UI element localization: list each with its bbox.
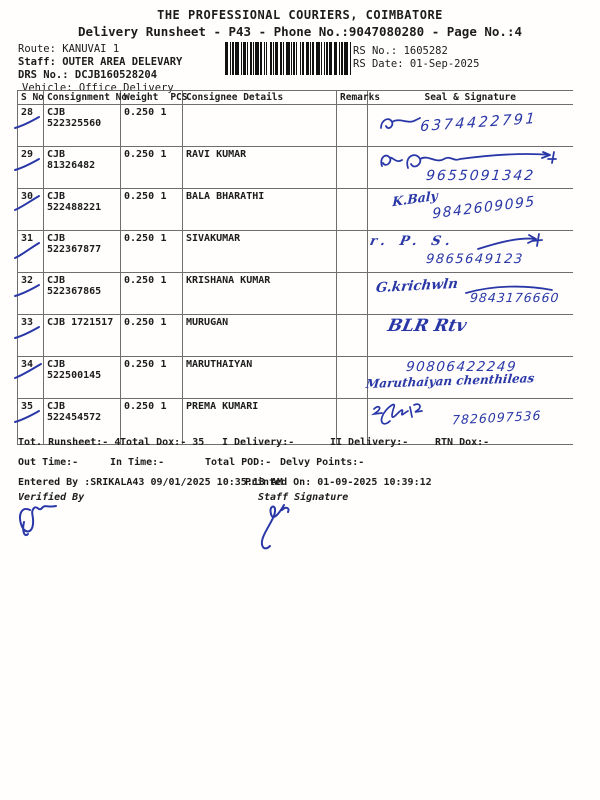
sno-cell: [18, 273, 44, 315]
consignee-cell: MURUGAN: [183, 315, 337, 357]
pcs-cell: 1: [158, 273, 183, 315]
consignment-cell: CJB 522367865: [44, 273, 121, 315]
sno-cell: [18, 357, 44, 399]
signature-phone: 9843176660: [469, 290, 561, 305]
sno-value: 34: [21, 359, 34, 370]
consignment-cell: CJB 522454572: [44, 399, 121, 445]
col-header-consignment: Consignment No: [44, 91, 121, 105]
seal-signature-cell: [368, 189, 573, 231]
table-row: [18, 315, 573, 357]
consignee-cell: [183, 105, 337, 147]
route-line: Route: KANUVAI 1: [18, 43, 120, 55]
signature-phone: 9655091342: [425, 168, 536, 184]
printed-on-line: Printed On: 01-09-2025 10:39:12: [245, 477, 432, 488]
signature-phone: 90806422249: [405, 359, 518, 375]
consignment-cell: CJB 522367877: [44, 231, 121, 273]
col-header-consignee: Consignee Details: [183, 91, 337, 105]
remarks-cell: [337, 147, 368, 189]
sno-cell: [18, 315, 44, 357]
total-runsheet: Tot. Runsheet:- 4: [18, 437, 121, 448]
remarks-cell: [337, 105, 368, 147]
pcs-cell: 1: [158, 189, 183, 231]
pcs-cell: 1: [158, 357, 183, 399]
col-header-sno: S No: [18, 91, 44, 105]
staff-line: Staff: OUTER AREA DELEVARY: [18, 56, 183, 68]
staff-signature-scrawl: [256, 502, 296, 552]
total-dox: Total Dox:- 35: [120, 437, 205, 448]
sno-cell: [18, 189, 44, 231]
in-time: In Time:-: [110, 457, 165, 468]
table-row: [18, 273, 573, 315]
consignment-cell: CJB 522325560: [44, 105, 121, 147]
weight-cell: 0.250: [121, 357, 158, 399]
signature-phone: 9842609095: [432, 193, 536, 223]
col-header-seal: Seal & Signature: [368, 91, 573, 105]
runsheet-table: [17, 90, 573, 445]
delivered-tick-mark: [14, 326, 40, 339]
seal-signature-cell: [368, 315, 573, 357]
drs-no-line: DRS No.: DCJB160528204: [18, 69, 158, 81]
sno-value: 30: [21, 191, 34, 202]
delivered-tick-mark: [14, 363, 42, 379]
sno-value: 32: [21, 275, 34, 286]
signature-name: r. P. S.: [368, 234, 457, 249]
table-row: [18, 231, 573, 273]
table-row: [18, 189, 573, 231]
consignment-cell: CJB 522500145: [44, 357, 121, 399]
seal-signature-cell: [368, 231, 573, 273]
weight-cell: 0.250: [121, 105, 158, 147]
remarks-cell: [337, 315, 368, 357]
delivered-tick-mark: [14, 242, 40, 259]
rtn-dox: RTN Dox:-: [435, 437, 490, 448]
runsheet-subtitle: Delivery Runsheet - P43 - Phone No.:9047080280 - Page No.:4: [77, 24, 522, 39]
delvy-points: Delvy Points:-: [280, 457, 365, 468]
pcs-cell: 1: [158, 105, 183, 147]
remarks-cell: [337, 231, 368, 273]
sno-value: 33: [21, 317, 34, 328]
col-header-weight: Weight: [124, 92, 159, 103]
weight-cell: 0.250: [121, 189, 158, 231]
weight-cell: 0.250: [121, 273, 158, 315]
sno-value: 31: [21, 233, 34, 244]
staff-signature-label: Staff Signature: [258, 492, 349, 503]
entered-by-line: Entered By :SRIKALA43 09/01/2025 10:35:13 AM: [18, 477, 283, 488]
remarks-cell: [337, 273, 368, 315]
remarks-cell: [337, 189, 368, 231]
sno-value: 29: [21, 149, 34, 160]
delivered-tick-mark: [14, 158, 40, 171]
seal-signature-cell: [368, 273, 573, 315]
signature-name: G.krichwln: [375, 275, 459, 297]
sno-cell: [18, 105, 44, 147]
consignee-cell: RAVI KUMAR: [183, 147, 337, 189]
consignment-cell: CJB 522488221: [44, 189, 121, 231]
weight-cell: 0.250: [121, 399, 158, 445]
vehicle-line: Vehicle: Office Delivery: [22, 82, 174, 94]
verified-by-signature-scrawl: [16, 498, 68, 542]
col-header-remarks: Remarks: [337, 91, 368, 105]
delivered-tick-mark: [14, 195, 40, 211]
company-title: THE PROFESSIONAL COURIERS, COIMBATORE: [157, 8, 443, 22]
signature-name: BLR Rtv: [385, 316, 469, 336]
signature-scrawl: [370, 399, 456, 429]
sno-cell: [18, 231, 44, 273]
first-delivery: I Delivery:-: [222, 437, 295, 448]
consignment-cell: CJB 81326482: [44, 147, 121, 189]
weight-cell: 0.250: [121, 147, 158, 189]
pcs-cell: 1: [158, 399, 183, 445]
delivered-tick-mark: [14, 116, 40, 129]
out-time: Out Time:-: [18, 457, 79, 468]
signature-phone: 9865649123: [425, 252, 525, 267]
second-delivery: II Delivery:-: [330, 437, 409, 448]
seal-signature-cell: [368, 105, 573, 147]
table-row: [18, 357, 573, 399]
table-header-row: [18, 91, 573, 105]
table-row: [18, 147, 573, 189]
col-header-weight-pcs: [121, 91, 188, 105]
signature-phone: 6374422791: [419, 110, 538, 136]
signature-name: Maruthaiyan chenthileas: [365, 371, 536, 391]
rs-no-line: RS No.: 1605282: [353, 45, 448, 57]
seal-signature-cell: [368, 147, 573, 189]
rs-date-line: RS Date: 01-Sep-2025: [353, 58, 480, 70]
total-pod: Total POD:-: [205, 457, 272, 468]
signature-phone: 7826097536: [451, 407, 542, 428]
pcs-cell: 1: [158, 231, 183, 273]
sno-value: 35: [21, 401, 34, 412]
pcs-cell: 1: [158, 147, 183, 189]
signature-scrawl: [378, 113, 424, 135]
weight-cell: 0.250: [121, 315, 158, 357]
signature-name: K.Baly: [391, 187, 438, 210]
signature-arrow-scrawl: [476, 232, 548, 252]
consignee-cell: SIVAKUMAR: [183, 231, 337, 273]
consignee-cell: MARUTHAIYAN: [183, 357, 337, 399]
sno-value: 28: [21, 107, 34, 118]
table-row: [18, 105, 573, 147]
sno-cell: [18, 147, 44, 189]
consignee-cell: KRISHANA KUMAR: [183, 273, 337, 315]
verified-by-label: Verified By: [18, 492, 85, 503]
delivered-tick-mark: [14, 410, 40, 423]
consignment-cell: CJB 1721517: [44, 315, 121, 357]
remarks-cell: [337, 357, 368, 399]
consignee-cell: BALA BHARATHI: [183, 189, 337, 231]
delivered-tick-mark: [14, 284, 40, 297]
seal-signature-cell: [365, 357, 573, 399]
pcs-cell: 1: [158, 315, 183, 357]
col-header-pcs: PCS: [170, 92, 188, 103]
weight-cell: 0.250: [121, 231, 158, 273]
consignee-cell: PREMA KUMARI: [183, 399, 337, 445]
rs-barcode-icon: [225, 42, 352, 75]
